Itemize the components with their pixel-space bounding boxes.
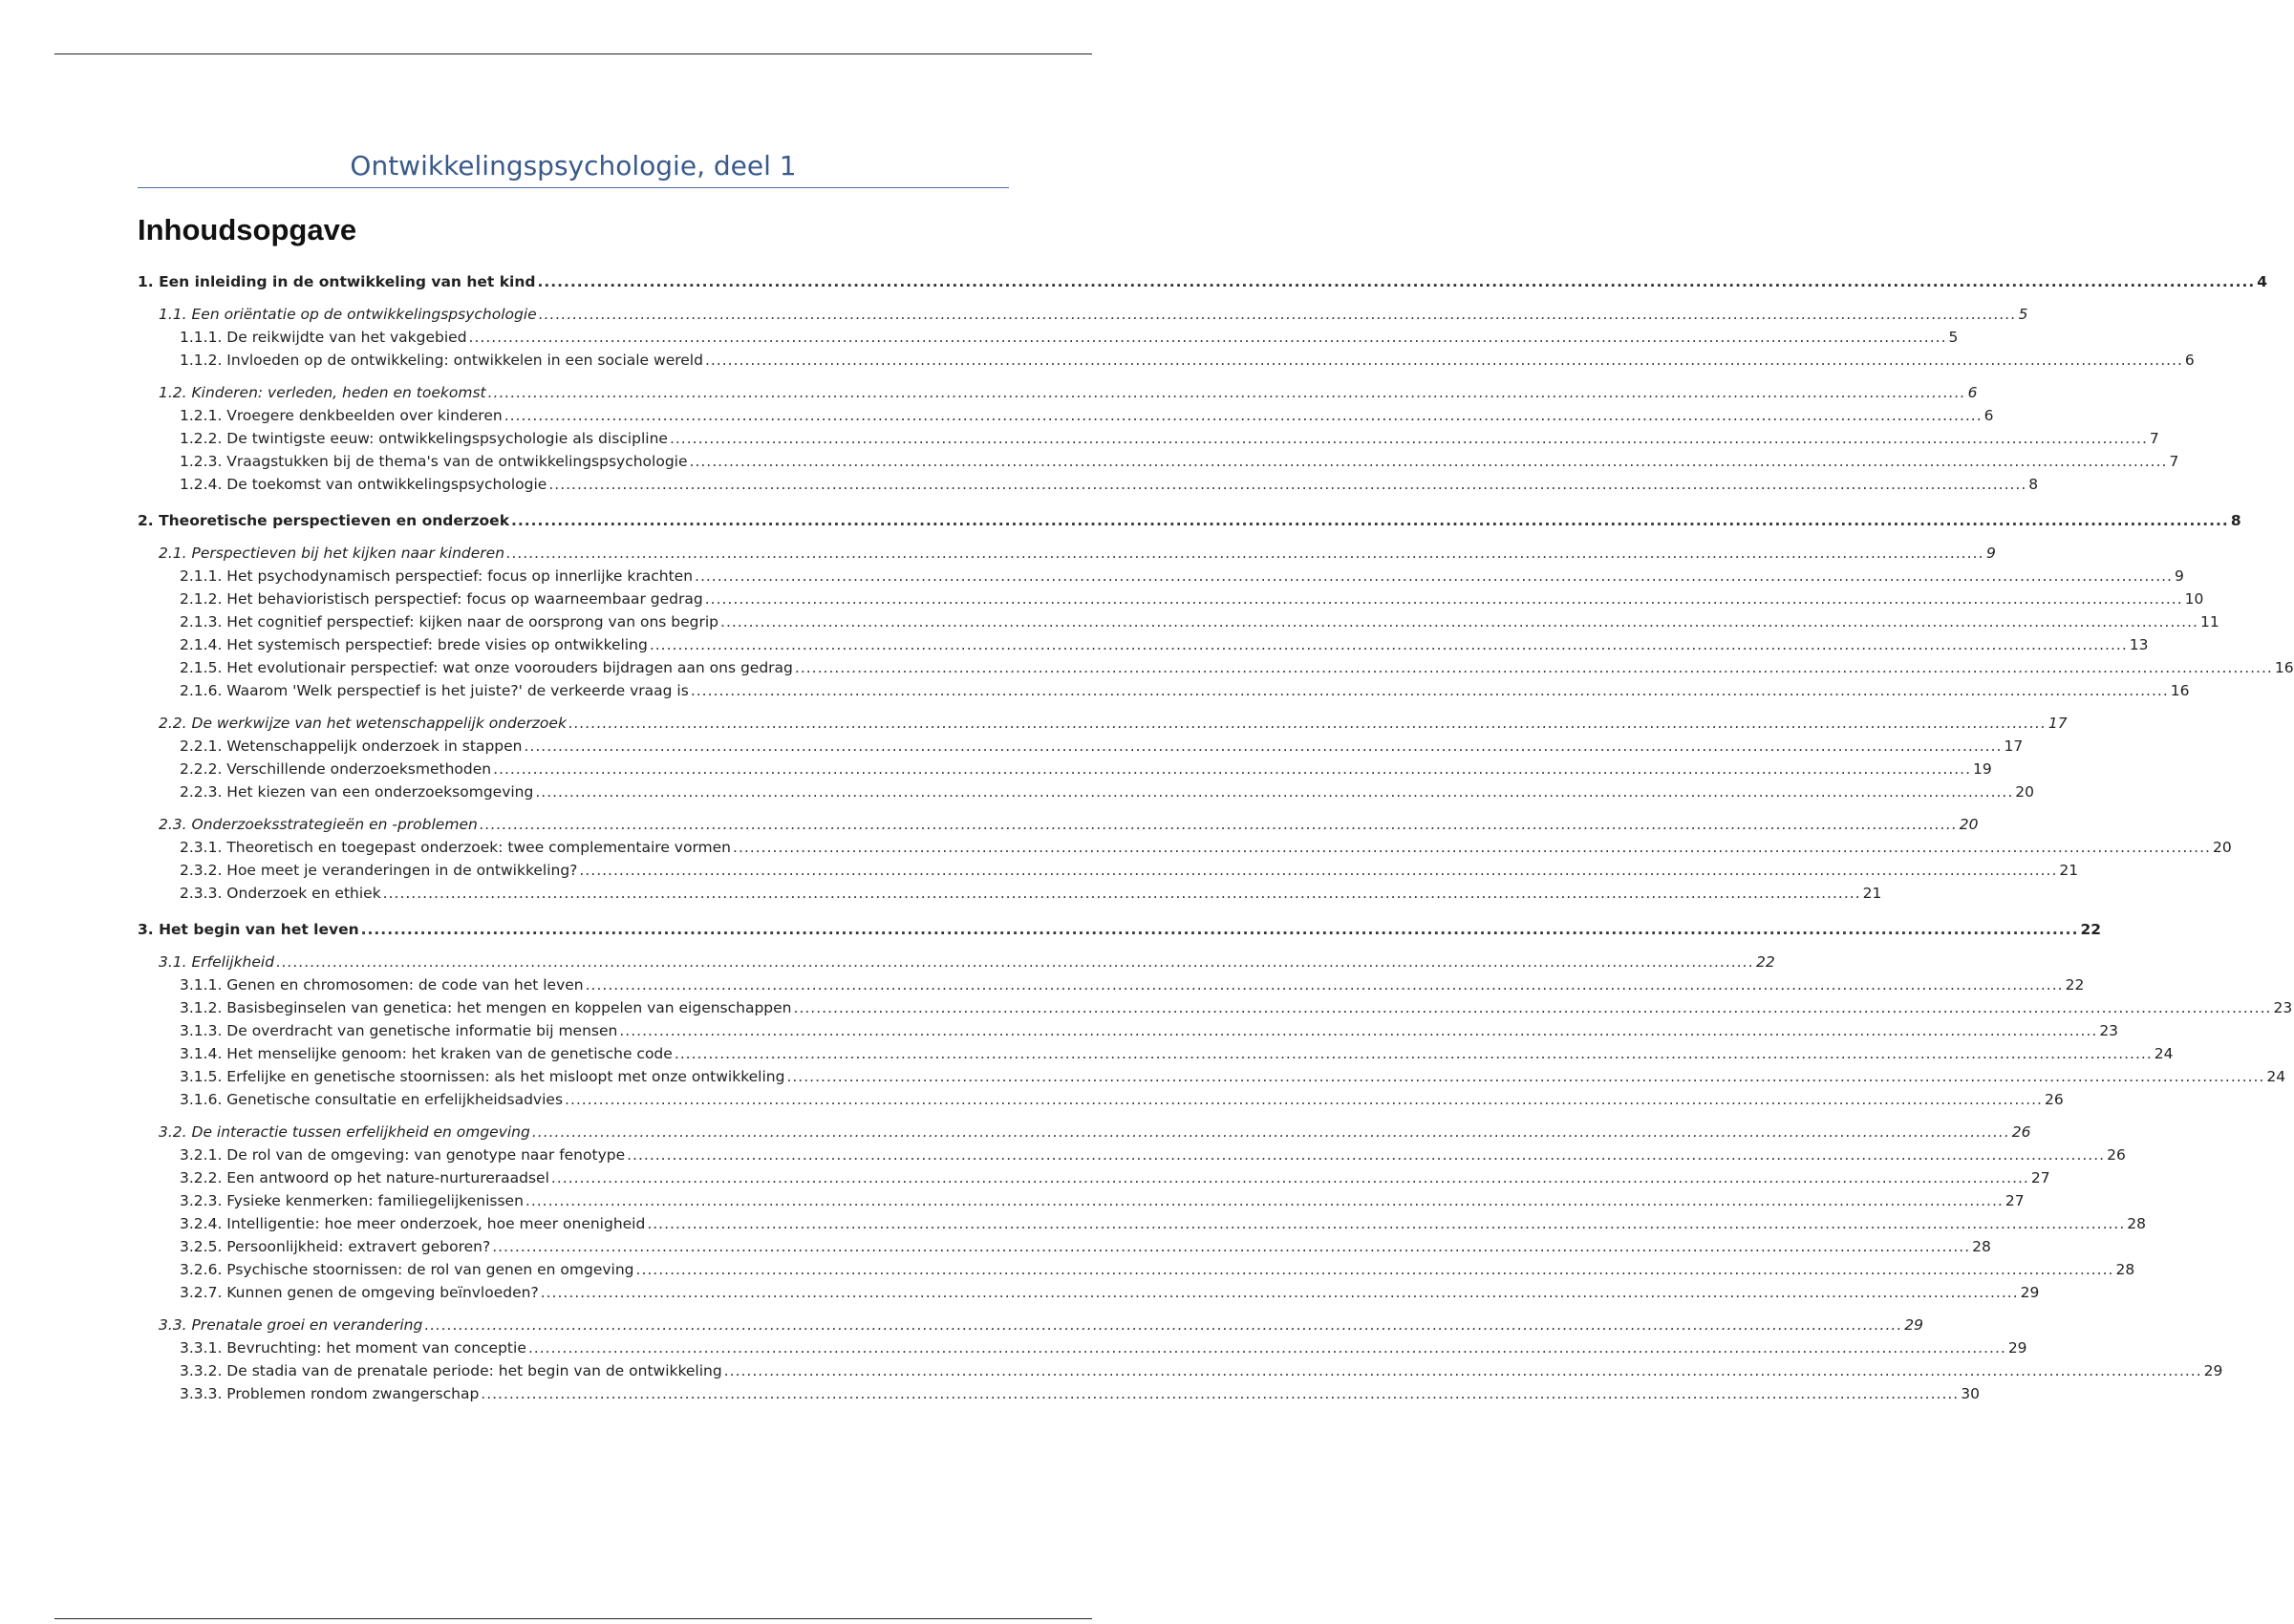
toc-entry-label: 3.3.1. Bevruchting: het moment van conceptie — [180, 1339, 526, 1357]
toc-entry-label: 3.2. De interactie tussen erfelijkheid en omgeving — [159, 1123, 530, 1141]
dot-leader — [627, 1143, 2105, 1166]
toc-subsection[interactable] — [138, 656, 2294, 679]
toc-subsection[interactable] — [138, 1258, 2135, 1281]
toc-entry-label: 3.2.2. Een antwoord op het nature-nurtureraadsel — [180, 1169, 549, 1186]
toc-entry-label: 2.1.6. Waarom 'Welk perspectief is het juiste?' de verkeerde vraag is — [180, 682, 689, 699]
toc-entry-page: 9 — [1986, 545, 1996, 562]
dot-leader — [541, 1281, 2019, 1304]
toc-entry-page: 20 — [1959, 816, 1979, 833]
toc-subsection[interactable] — [138, 588, 2204, 610]
toc-entry-page: 20 — [2015, 783, 2035, 801]
toc-entry-page: 26 — [2107, 1146, 2126, 1164]
toc-subsection[interactable] — [138, 859, 2079, 882]
dot-leader — [548, 473, 2026, 496]
dot-leader — [690, 450, 2168, 473]
toc-section[interactable] — [138, 951, 1775, 973]
dot-leader — [480, 813, 1958, 836]
dot-leader — [670, 427, 2148, 450]
toc-entry-page: 30 — [1961, 1385, 1980, 1402]
toc-entry-label: 3.2.4. Intelligentie: hoe meer onderzoek, hoe meer onenigheid — [180, 1215, 646, 1232]
toc-entry-label: 1.1.2. Invloeden op de ontwikkeling: ontwikkelen in een sociale wereld — [180, 352, 703, 369]
toc-subsection[interactable] — [138, 1019, 2119, 1042]
toc-entry-label: 3.3.3. Problemen rondom zwangerschap — [180, 1385, 480, 1402]
toc-entry-page: 11 — [2199, 613, 2219, 630]
toc-entry-page: 22 — [2065, 976, 2085, 994]
toc-subsection[interactable] — [138, 1235, 1991, 1258]
dot-leader — [647, 1212, 2125, 1235]
document-title: Ontwikkelingspsychologie, deel 1 — [350, 150, 797, 182]
dot-leader — [795, 656, 2273, 679]
toc-entry-page: 28 — [2115, 1261, 2135, 1278]
toc-entry-label: 2.1.5. Het evolutionair perspectief: wat onze voorouders bijdragen aan ons gedrag — [180, 659, 793, 676]
toc-entry-label: 3.1.5. Erfelijke en genetische stoornissen: als het misloopt met onze ontwikkeling — [180, 1068, 785, 1085]
toc-subsection[interactable] — [138, 1143, 2126, 1166]
toc-entry-page: 20 — [2212, 839, 2232, 856]
dot-leader — [619, 1019, 2097, 1042]
toc-chapter[interactable] — [138, 509, 2241, 532]
dot-leader — [506, 542, 1984, 565]
toc-subsection[interactable] — [138, 882, 1882, 905]
toc-section[interactable] — [138, 712, 2068, 735]
dot-leader — [383, 882, 1861, 905]
toc-section[interactable] — [138, 542, 1996, 565]
toc-entry-page: 7 — [2149, 430, 2159, 447]
toc-entry-label: 1.2.1. Vroegere denkbeelden over kinderen — [180, 407, 503, 424]
toc-subsection[interactable] — [138, 326, 1959, 349]
toc-entry-page: 24 — [2266, 1068, 2286, 1085]
dot-leader — [586, 973, 2064, 996]
dot-leader — [488, 381, 1966, 404]
dot-leader — [733, 836, 2211, 859]
dot-leader — [724, 1359, 2202, 1382]
toc-section[interactable] — [138, 1314, 1923, 1336]
toc-chapter[interactable] — [138, 270, 2268, 293]
dot-leader — [794, 996, 2272, 1019]
toc-subsection[interactable] — [138, 1336, 2027, 1359]
toc-entry-page: 27 — [2005, 1192, 2025, 1209]
toc-entry-page: 29 — [2007, 1339, 2027, 1357]
toc-entry-label: 2.1.3. Het cognitief perspectief: kijken naar de oorsprong van ons begrip — [180, 613, 719, 630]
toc-entry-label: 2.3.3. Onderzoek en ethiek — [180, 885, 381, 902]
toc-entry-page: 9 — [2174, 567, 2184, 585]
dot-leader — [705, 349, 2183, 372]
toc-subsection[interactable] — [138, 565, 2184, 588]
toc-entry-label: 3.2.7. Kunnen genen de omgeving beïnvloeden? — [180, 1284, 539, 1301]
toc-entry-page: 22 — [1756, 953, 1775, 971]
dot-leader — [532, 1121, 2010, 1143]
toc-subsection[interactable] — [138, 679, 2190, 702]
toc-entry-label: 2.1. Perspectieven bij het kijken naar kinderen — [159, 545, 505, 562]
toc-entry-page: 28 — [1972, 1238, 1991, 1255]
toc-subsection[interactable] — [138, 836, 2232, 859]
toc-subsection[interactable] — [138, 973, 2085, 996]
toc-entry-page: 17 — [2047, 715, 2068, 732]
dot-leader — [424, 1314, 1902, 1336]
toc-section[interactable] — [138, 1121, 2031, 1143]
toc-entry-label: 2.2.1. Wetenschappelijk onderzoek in stappen — [180, 737, 523, 755]
dot-leader — [650, 633, 2128, 656]
toc-entry-page: 26 — [2011, 1123, 2031, 1141]
dot-leader — [361, 918, 2079, 941]
dot-leader — [695, 565, 2173, 588]
dot-leader — [537, 270, 2255, 293]
dot-leader — [525, 1189, 2004, 1212]
toc-subsection[interactable] — [138, 1212, 2147, 1235]
toc-entry-label: 2.1.2. Het behavioristisch perspectief: focus op waarneembaar gedrag — [180, 590, 703, 608]
dot-leader — [504, 404, 1983, 427]
toc-subsection[interactable] — [138, 1065, 2286, 1088]
dot-leader — [481, 1382, 1959, 1405]
toc-entry-label: 2.1.1. Het psychodynamisch perspectief: focus op innerlijke krachten — [180, 567, 694, 585]
toc-entry-label: 3. Het begin van het leven — [138, 921, 359, 938]
dot-leader — [528, 1336, 2006, 1359]
toc-entry-page: 21 — [2059, 862, 2079, 879]
toc-entry-label: 3.1. Erfelijkheid — [159, 953, 275, 971]
dot-leader — [469, 326, 1947, 349]
title-underline — [138, 187, 1009, 188]
toc-entry-page: 29 — [2020, 1284, 2040, 1301]
toc-chapter[interactable] — [138, 918, 2102, 941]
toc-heading: Inhoudsopgave — [138, 213, 357, 246]
toc-subsection[interactable] — [138, 610, 2219, 633]
dot-leader — [539, 303, 2017, 326]
toc-entry-label: 1.2. Kinderen: verleden, heden en toekomst — [159, 384, 486, 401]
toc-entry-page: 5 — [1948, 329, 1959, 346]
toc-subsection[interactable] — [138, 404, 1994, 427]
dot-leader — [720, 610, 2198, 633]
toc-entry-page: 23 — [2099, 1022, 2119, 1039]
toc-entry-page: 26 — [2044, 1091, 2064, 1108]
toc-subsection[interactable] — [138, 1166, 2050, 1189]
toc-subsection[interactable] — [138, 758, 1992, 780]
toc-subsection[interactable] — [138, 1189, 2025, 1212]
toc-entry-page: 6 — [2184, 352, 2195, 369]
toc-entry-label: 2.3. Onderzoeksstrategieën en -problemen — [159, 816, 478, 833]
toc-entry-page: 16 — [2274, 659, 2294, 676]
toc-subsection[interactable] — [138, 1042, 2174, 1065]
toc-entry-page: 21 — [1862, 885, 1882, 902]
toc-entry-page: 8 — [2230, 512, 2241, 529]
dot-leader — [565, 1088, 2043, 1111]
toc-entry-label: 1. Een inleiding in de ontwikkeling van het kind — [138, 273, 536, 290]
toc-entry-label: 1.1. Een oriëntatie op de ontwikkelingspsychologie — [159, 306, 537, 323]
toc-subsection[interactable] — [138, 633, 2149, 656]
toc-entry-label: 2. Theoretische perspectieven en onderzoek — [138, 512, 509, 529]
toc-entry-page: 7 — [2169, 453, 2179, 470]
toc-subsection[interactable] — [138, 1382, 1980, 1405]
toc-entry-page: 16 — [2170, 682, 2190, 699]
toc-subsection[interactable] — [138, 450, 2179, 473]
dot-leader — [525, 735, 2003, 758]
toc-entry-page: 22 — [2080, 921, 2102, 938]
dot-leader — [691, 679, 2169, 702]
toc-entry-label: 1.1.1. De reikwijdte van het vakgebied — [180, 329, 467, 346]
dot-leader — [568, 712, 2047, 735]
toc-entry-page: 6 — [1983, 407, 1994, 424]
toc-entry-label: 3.1.2. Basisbeginselen van genetica: het mengen en koppelen van eigenschappen — [180, 999, 792, 1016]
table-of-contents — [138, 270, 2294, 1405]
toc-entry-label: 1.2.2. De twintigste eeuw: ontwikkelingspsychologie als discipline — [180, 430, 668, 447]
toc-entry-page: 23 — [2273, 999, 2293, 1016]
toc-section[interactable] — [138, 303, 2028, 326]
toc-subsection[interactable] — [138, 473, 2039, 496]
toc-entry-label: 3.1.3. De overdracht van genetische informatie bij mensen — [180, 1022, 618, 1039]
toc-subsection[interactable] — [138, 349, 2195, 372]
toc-entry-page: 24 — [2154, 1045, 2174, 1062]
toc-entry-label: 3.2.6. Psychische stoornissen: de rol van genen en omgeving — [180, 1261, 634, 1278]
toc-subsection[interactable] — [138, 1359, 2223, 1382]
toc-entry-page: 29 — [1904, 1316, 1923, 1334]
dot-leader — [786, 1065, 2264, 1088]
toc-entry-label: 3.1.4. Het menselijke genoom: het kraken van de genetische code — [180, 1045, 673, 1062]
dot-leader — [636, 1258, 2114, 1281]
toc-entry-label: 2.2. De werkwijze van het wetenschappelijk onderzoek — [159, 715, 567, 732]
toc-entry-label: 3.1.1. Genen en chromosomen: de code van het leven — [180, 976, 584, 994]
toc-entry-label: 2.3.2. Hoe meet je veranderingen in de ontwikkeling? — [180, 862, 578, 879]
dot-leader — [705, 588, 2183, 610]
toc-entry-label: 3.1.6. Genetische consultatie en erfelijkheidsadvies — [180, 1091, 564, 1108]
toc-entry-page: 27 — [2030, 1169, 2050, 1186]
toc-entry-page: 5 — [2018, 306, 2028, 323]
toc-entry-label: 3.3.2. De stadia van de prenatale periode: het begin van de ontwikkeling — [180, 1362, 722, 1379]
toc-subsection[interactable] — [138, 735, 2024, 758]
toc-section[interactable] — [138, 381, 1978, 404]
toc-entry-label: 1.2.3. Vraagstukken bij de thema's van de ontwikkelingspsychologie — [180, 453, 688, 470]
toc-subsection[interactable] — [138, 1088, 2064, 1111]
toc-subsection[interactable] — [138, 996, 2293, 1019]
toc-entry-page: 6 — [1967, 384, 1978, 401]
dot-leader — [551, 1166, 2029, 1189]
header-rule — [54, 53, 1092, 54]
dot-leader — [276, 951, 1754, 973]
toc-subsection[interactable] — [138, 427, 2159, 450]
dot-leader — [675, 1042, 2153, 1065]
dot-leader — [492, 1235, 1970, 1258]
dot-leader — [579, 859, 2057, 882]
toc-entry-label: 3.2.1. De rol van de omgeving: van genotype naar fenotype — [180, 1146, 626, 1164]
toc-entry-label: 2.2.2. Verschillende onderzoeksmethoden — [180, 760, 492, 778]
toc-section[interactable] — [138, 813, 1979, 836]
toc-entry-page: 13 — [2129, 636, 2149, 653]
toc-entry-page: 19 — [1973, 760, 1992, 778]
toc-entry-label: 1.2.4. De toekomst van ontwikkelingspsychologie — [180, 476, 547, 493]
toc-subsection[interactable] — [138, 780, 2035, 803]
toc-entry-label: 3.3. Prenatale groei en verandering — [159, 1316, 423, 1334]
footer-rule — [54, 1618, 1092, 1619]
dot-leader — [511, 509, 2229, 532]
toc-entry-label: 2.3.1. Theoretisch en toegepast onderzoek: twee complementaire vormen — [180, 839, 732, 856]
toc-entry-label: 3.2.3. Fysieke kenmerken: familiegelijkenissen — [180, 1192, 524, 1209]
toc-entry-page: 28 — [2127, 1215, 2147, 1232]
toc-subsection[interactable] — [138, 1281, 2040, 1304]
toc-entry-page: 17 — [2004, 737, 2024, 755]
toc-entry-page: 29 — [2203, 1362, 2223, 1379]
toc-entry-label: 2.1.4. Het systemisch perspectief: brede visies op ontwikkeling — [180, 636, 648, 653]
toc-entry-page: 4 — [2257, 273, 2268, 290]
toc-entry-page: 10 — [2184, 590, 2204, 608]
dot-leader — [493, 758, 1971, 780]
dot-leader — [535, 780, 2013, 803]
toc-entry-page: 8 — [2028, 476, 2039, 493]
toc-entry-label: 2.2.3. Het kiezen van een onderzoeksomgeving — [180, 783, 534, 801]
toc-entry-label: 3.2.5. Persoonlijkheid: extravert geboren? — [180, 1238, 491, 1255]
